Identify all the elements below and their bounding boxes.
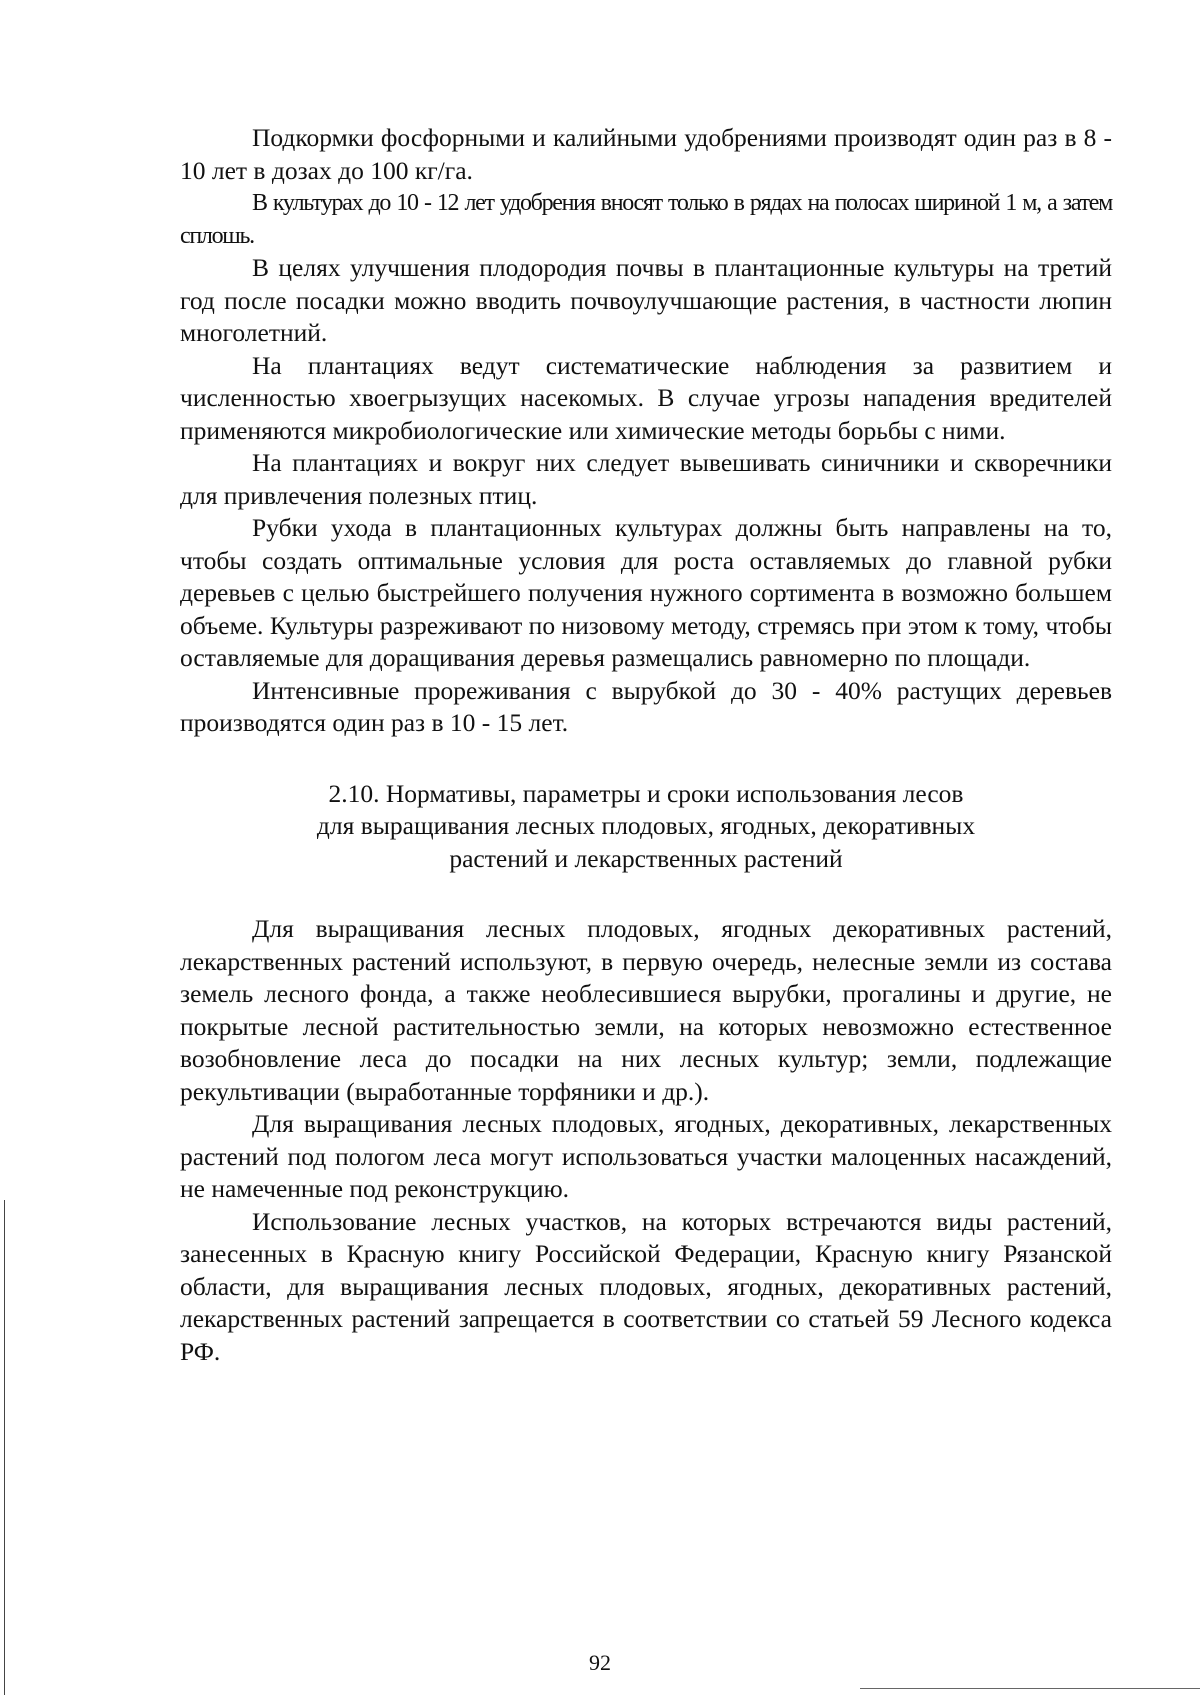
scan-edge-line-bottom xyxy=(860,1688,1200,1689)
paragraph-under-canopy: Для выращивания лесных плодовых, ягодных, декоративных, лекарственных растений под пологом леса могут использоваться участки малоценных насаждений, не намеченные под реконструкцию. xyxy=(180,1109,1112,1203)
paragraph-pest-monitoring: На плантациях ведут систематические наблюдения за развитием и численностью хвоегрызущих насекомых. В случае угрозы нападения вредителей применяются микробиологические или химические методы борьбы с ними. xyxy=(180,350,1112,445)
paragraph-intensive-thinning: Интенсивные прореживания с вырубкой до 30 - 40% растущих деревьев производятся один раз в 10 - 15 лет. xyxy=(180,675,1112,737)
page-number: 92 xyxy=(589,1650,611,1675)
section-heading xyxy=(180,778,1112,876)
section-heading-line-3: растений и лекарственных растений xyxy=(449,843,843,873)
paragraph-birdhouses: На плантациях и вокруг них следует вывешивать синичники и скворечники для привлечения полезных птиц. xyxy=(180,448,1112,510)
paragraph-soil-fertility: В целях улучшения плодородия почвы в плантационные культуры на третий год после посадки можно вводить почвоулучшающие растения, в частности люпин многолетний. xyxy=(180,253,1112,347)
paragraph-thinning-cuts: Рубки ухода в плантационных культурах должны быть направлены на то, чтобы создать оптимальные условия для роста оставляемых до главной рубки деревьев с целью быстрейшего получения нужного сортимента в возможно большем объеме. Культуры разреживают по низовому методу, стремясь при этом к тому, чтобы оставляемые для доращивания деревья размещались равномерно по площади. xyxy=(180,513,1112,672)
scan-edge-line-left xyxy=(4,1200,5,1695)
document-page xyxy=(180,122,1112,1368)
section-heading-line-2: для выращивания лесных плодовых, ягодных, декоративных xyxy=(316,811,976,840)
paragraph-red-book: Использование лесных участков, на которых встречаются виды растений, занесенных в Красную книгу Российской Федерации, Красную книгу Рязанской области, для выращивания лесных плодовых, ягодных, декоративных растений, лекарственных растений запрещается в соответствии со статьей 59 Лесного кодекса РФ. xyxy=(180,1206,1112,1366)
section-heading-line-1: 2.10. Нормативы, параметры и сроки использования лесов xyxy=(328,778,964,808)
paragraph-land-use: Для выращивания лесных плодовых, ягодных декоративных растений, лекарственных растений используют, в первую очередь, нелесные земли из состава земель лесного фонда, а также необлесившиеся вырубки, прогалины и другие, не покрытые лесной растительностью земли, на которых невозможно естественное возобновление леса до посадки на них лесных культур; земли, подлежащие рекультивации (выработанные торфяники и др.). xyxy=(180,914,1112,1106)
paragraph-fertilizer-rows: В культурах до 10 - 12 лет удобрения вносят только в рядах на полосах шириной 1 м, а затем сплошь. xyxy=(180,190,1112,249)
paragraph-fertilizer-feeding: Подкормки фосфорными и калийными удобрениями производят один раз в 8 - 10 лет в дозах до 100 кг/га. xyxy=(180,123,1112,185)
